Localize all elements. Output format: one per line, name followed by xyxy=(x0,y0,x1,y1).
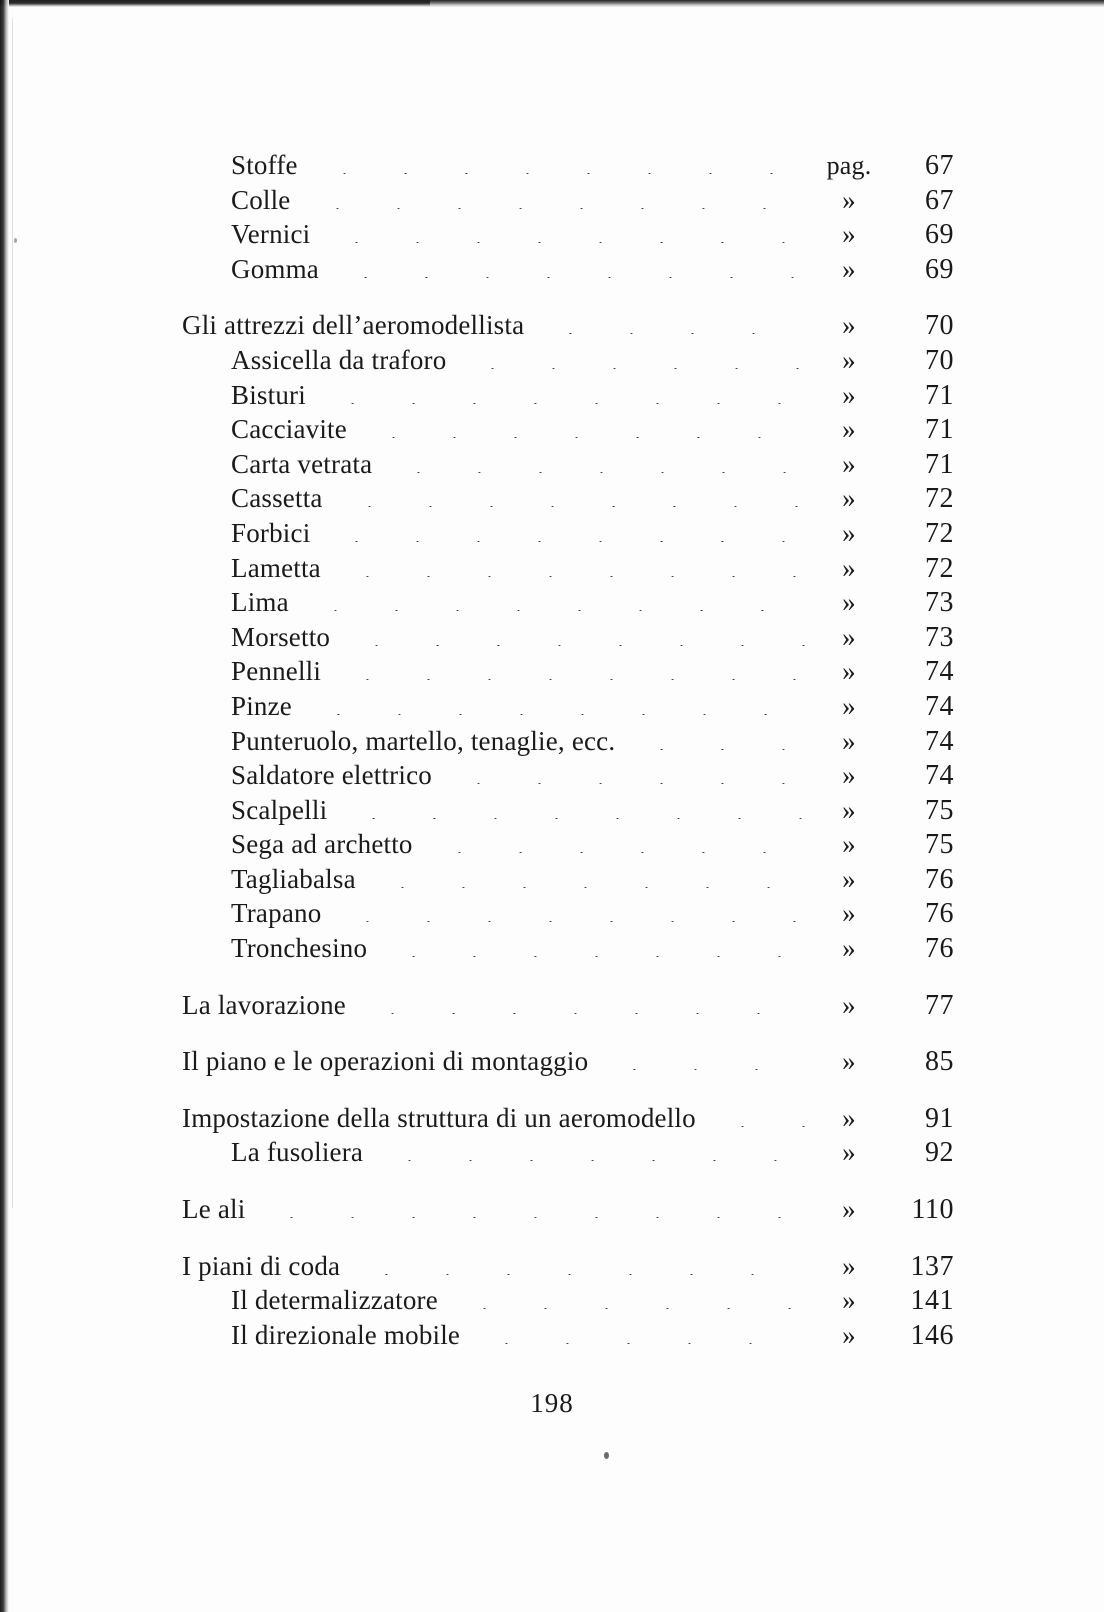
leader-dots xyxy=(382,472,806,473)
toc-entry-title: I piani di coda xyxy=(182,1250,341,1281)
leader-dots xyxy=(470,1343,806,1344)
page-marker: » xyxy=(842,1250,856,1281)
toc-entry[interactable] xyxy=(182,343,954,378)
toc-entry-title: Punteruolo, martello, tenaglie, ecc. xyxy=(231,725,616,756)
toc-entry-title: Cacciavite xyxy=(231,414,347,445)
leader-dots xyxy=(377,956,806,957)
section-gap xyxy=(182,966,954,988)
page-marker: » xyxy=(842,1137,856,1168)
page-marker: » xyxy=(842,863,856,894)
scan-edge-left-hairline xyxy=(12,18,13,1208)
toc-entry[interactable] xyxy=(182,308,954,343)
leader-dots xyxy=(331,921,806,922)
toc-entry-title: Pennelli xyxy=(231,656,322,687)
leader-dots xyxy=(625,749,806,750)
toc-entry[interactable] xyxy=(182,1135,954,1170)
leader-dots xyxy=(373,1160,806,1161)
toc-entry[interactable] xyxy=(182,896,954,931)
toc-entry-page-number: 73 xyxy=(925,587,954,619)
toc-entry[interactable] xyxy=(182,217,954,252)
toc-entry-title: Le ali xyxy=(182,1194,246,1225)
toc-entry[interactable] xyxy=(182,689,954,724)
toc-entry[interactable] xyxy=(182,620,954,655)
toc-entry[interactable] xyxy=(182,1318,954,1353)
toc-entry-page-number: 141 xyxy=(910,1285,954,1317)
toc-entry-page-number: 70 xyxy=(925,344,954,376)
toc-entry-page-number: 71 xyxy=(925,448,954,480)
scan-speck xyxy=(604,1452,609,1459)
toc-entry-page-number: 74 xyxy=(925,725,954,757)
toc-entry-title: Stoffe xyxy=(231,150,298,180)
page-marker: » xyxy=(842,483,856,514)
table-of-contents xyxy=(182,148,954,1352)
toc-entry-title: Tagliabalsa xyxy=(231,863,356,894)
toc-entry[interactable] xyxy=(182,585,954,620)
toc-entry-title: La fusoliera xyxy=(231,1137,364,1168)
leader-dots xyxy=(350,1274,806,1275)
page-marker: » xyxy=(842,517,856,548)
leader-dots xyxy=(331,679,806,680)
leader-dots xyxy=(423,852,806,853)
toc-entry-title: Tronchesino xyxy=(231,933,368,964)
toc-entry-title: Il piano e le operazioni di montaggio xyxy=(182,1046,589,1077)
toc-entry-title: Il determalizzatore xyxy=(231,1285,438,1316)
page-marker: » xyxy=(842,829,856,860)
toc-entry[interactable] xyxy=(182,1283,954,1318)
leader-dots xyxy=(299,610,806,611)
toc-entry-page-number: 72 xyxy=(925,483,954,515)
leader-dots xyxy=(301,208,807,209)
toc-entry-page-number: 72 xyxy=(925,552,954,584)
toc-entry-page-number: 69 xyxy=(925,219,954,251)
toc-entry-page-number: 72 xyxy=(925,517,954,549)
toc-entry-title: Il direzionale mobile xyxy=(231,1319,461,1350)
toc-entry-page-number: 73 xyxy=(925,621,954,653)
toc-entry-title: Lima xyxy=(231,587,289,618)
page-marker: pag. xyxy=(826,151,872,180)
toc-entry[interactable] xyxy=(182,412,954,447)
page-marker: » xyxy=(842,656,856,687)
toc-entry-page-number: 146 xyxy=(910,1319,954,1351)
toc-entry-page-number: 77 xyxy=(925,989,954,1021)
leader-dots xyxy=(448,1308,806,1309)
leader-dots xyxy=(331,576,806,577)
leader-dots xyxy=(357,437,806,438)
toc-entry-page-number: 74 xyxy=(925,690,954,722)
toc-entry-page-number: 74 xyxy=(925,656,954,688)
toc-entry[interactable] xyxy=(182,827,954,862)
toc-entry-page-number: 75 xyxy=(925,829,954,861)
toc-entry-title: Pinze xyxy=(231,690,292,721)
page-marker: » xyxy=(842,344,856,375)
page-marker: » xyxy=(842,794,856,825)
toc-entry-title: Assicella da traforo xyxy=(231,344,447,375)
page-marker: » xyxy=(842,184,856,215)
toc-entry-title: Gomma xyxy=(231,253,319,284)
page-marker: » xyxy=(842,219,856,250)
toc-entry-page-number: 91 xyxy=(925,1102,954,1134)
toc-entry-title: Trapano xyxy=(231,898,322,929)
toc-entry-title: Colle xyxy=(231,184,291,215)
toc-entry-title: Vernici xyxy=(231,219,311,250)
leader-dots xyxy=(333,506,806,507)
toc-entry[interactable] xyxy=(182,252,954,287)
toc-entry[interactable] xyxy=(182,654,954,689)
toc-entry[interactable] xyxy=(182,1192,954,1227)
toc-entry[interactable] xyxy=(182,862,954,897)
section-gap xyxy=(182,1022,954,1044)
page-marker: » xyxy=(842,448,856,479)
toc-entry-page-number: 76 xyxy=(925,898,954,930)
toc-entry-page-number: 70 xyxy=(925,310,954,342)
toc-entry-title: Cassetta xyxy=(231,483,323,514)
scan-edge-left xyxy=(0,0,9,1612)
toc-entry[interactable] xyxy=(182,481,954,516)
toc-entry[interactable] xyxy=(182,551,954,586)
page-marker: » xyxy=(842,989,856,1020)
section-gap xyxy=(182,1079,954,1101)
leader-dots xyxy=(706,1126,806,1127)
scan-speck xyxy=(14,238,17,243)
toc-entry[interactable] xyxy=(182,793,954,828)
page-marker: » xyxy=(842,1046,856,1077)
page-marker: » xyxy=(842,1319,856,1350)
leader-dots xyxy=(366,887,806,888)
toc-entry-page-number: 76 xyxy=(925,863,954,895)
toc-entry[interactable] xyxy=(182,988,954,1023)
page-marker: » xyxy=(842,898,856,929)
leader-dots xyxy=(320,242,806,243)
toc-entry[interactable] xyxy=(182,447,954,482)
page-marker: » xyxy=(842,621,856,652)
page-folio: 198 xyxy=(530,1388,574,1418)
leader-dots xyxy=(442,783,806,784)
toc-entry-title: Carta vetrata xyxy=(231,448,373,479)
page-marker: » xyxy=(842,379,856,410)
section-gap xyxy=(182,1170,954,1192)
leader-dots xyxy=(456,368,806,369)
page-marker: » xyxy=(842,933,856,964)
toc-entry[interactable] xyxy=(182,148,954,183)
toc-entry-page-number: 67 xyxy=(925,184,954,216)
page-marker: » xyxy=(842,725,856,756)
leader-dots xyxy=(302,714,806,715)
page-marker: » xyxy=(842,414,856,445)
page-marker: » xyxy=(842,1102,856,1133)
toc-entry-title: La lavorazione xyxy=(182,989,346,1020)
toc-entry-page-number: 71 xyxy=(925,414,954,446)
page-marker: » xyxy=(842,760,856,791)
page-marker: » xyxy=(842,253,856,284)
leader-dots xyxy=(534,333,806,334)
toc-entry[interactable] xyxy=(182,516,954,551)
toc-entry-page-number: 85 xyxy=(925,1046,954,1078)
page-marker: » xyxy=(842,1285,856,1316)
toc-entry-page-number: 74 xyxy=(925,760,954,792)
toc-entry-page-number: 137 xyxy=(910,1250,954,1282)
toc-entry-title: Saldatore elettrico xyxy=(231,760,432,791)
leader-dots xyxy=(356,1013,806,1014)
toc-entry[interactable] xyxy=(182,931,954,966)
toc-entry-title: Lametta xyxy=(231,552,321,583)
toc-entry-title: Sega ad archetto xyxy=(231,829,413,860)
toc-entry-page-number: 75 xyxy=(925,794,954,826)
toc-entry-page-number: 92 xyxy=(925,1137,954,1169)
leader-dots xyxy=(340,645,806,646)
toc-entry[interactable] xyxy=(182,1044,954,1079)
scan-edge-top-fade xyxy=(430,0,1104,6)
page-marker: » xyxy=(842,310,856,341)
toc-entry[interactable] xyxy=(182,724,954,759)
toc-entry-title: Morsetto xyxy=(231,621,331,652)
toc-entry-page-number: 67 xyxy=(925,150,954,181)
toc-entry[interactable] xyxy=(182,378,954,413)
toc-entry-page-number: 76 xyxy=(925,933,954,965)
toc-entry-title: Gli attrezzi dell’aeromodellista xyxy=(182,310,525,341)
section-gap xyxy=(182,1227,954,1249)
page-marker: » xyxy=(842,587,856,618)
section-gap xyxy=(182,286,954,308)
toc-entry[interactable] xyxy=(182,1249,954,1284)
leader-dots xyxy=(598,1069,806,1070)
page-marker: » xyxy=(842,552,856,583)
toc-entry-title: Scalpelli xyxy=(231,794,328,825)
toc-entry-page-number: 69 xyxy=(925,253,954,285)
toc-entry-title: Bisturi xyxy=(231,379,306,410)
toc-entry[interactable] xyxy=(182,758,954,793)
leader-dots xyxy=(320,541,806,542)
leader-dots xyxy=(308,173,806,174)
toc-entry-title: Forbici xyxy=(231,517,311,548)
toc-entry[interactable] xyxy=(182,183,954,218)
leader-dots xyxy=(316,403,806,404)
toc-entry[interactable] xyxy=(182,1101,954,1136)
leader-dots xyxy=(337,818,806,819)
toc-entry-title: Impostazione della struttura di un aeromodello xyxy=(182,1102,696,1133)
toc-entry-page-number: 71 xyxy=(925,379,954,411)
leader-dots xyxy=(255,1217,806,1218)
page-marker: » xyxy=(842,1194,856,1225)
page-marker: » xyxy=(842,690,856,721)
toc-entry-page-number: 110 xyxy=(911,1194,954,1226)
leader-dots xyxy=(329,277,806,278)
